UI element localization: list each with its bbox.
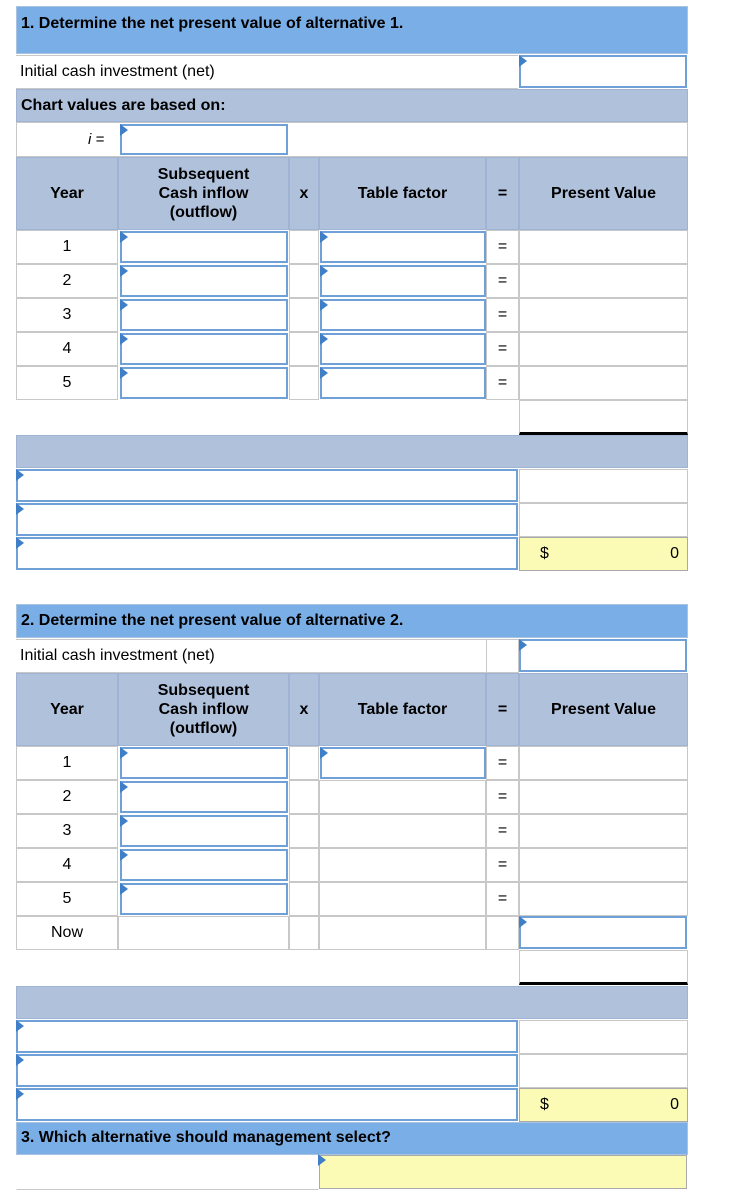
npv-label-input-2[interactable] bbox=[16, 1088, 518, 1121]
p1-row-x-cell bbox=[289, 332, 319, 366]
p1-row-x-cell bbox=[289, 298, 319, 332]
now-x-cell bbox=[289, 916, 319, 950]
p2-row-table-factor-input[interactable] bbox=[320, 747, 486, 779]
p1-row-table-factor-input[interactable] bbox=[320, 231, 486, 263]
summary-value-2a bbox=[519, 1020, 688, 1054]
cash-flow-header-2: Subsequent Cash inflow (outflow) bbox=[118, 673, 289, 746]
p2-row-equals-sign: = bbox=[486, 814, 519, 848]
now-cash-cell bbox=[118, 916, 289, 950]
part3-title: 3. Which alternative should management select? bbox=[16, 1122, 688, 1155]
initial-cash-label-2: Initial cash investment (net) bbox=[16, 639, 486, 673]
p2-row-table-factor-cell bbox=[319, 882, 486, 916]
p1-row-present-value-cell bbox=[519, 298, 688, 332]
present-value-header-2: Present Value bbox=[519, 673, 688, 746]
initial-cash-label: Initial cash investment (net) bbox=[16, 55, 518, 89]
initial-cash-input-2[interactable] bbox=[519, 639, 687, 672]
p2-row-cash-flow-input[interactable] bbox=[120, 747, 288, 779]
p2-row-year-label: 1 bbox=[16, 746, 118, 780]
p1-row-table-factor-input[interactable] bbox=[320, 265, 486, 297]
pv-subtotal-cell-2 bbox=[519, 950, 688, 985]
p2-row-year-label: 2 bbox=[16, 780, 118, 814]
p1-row-present-value-cell bbox=[519, 264, 688, 298]
year-header-2: Year bbox=[16, 673, 118, 746]
currency-symbol-2: $ bbox=[540, 1096, 549, 1113]
p2-row-present-value-cell bbox=[519, 814, 688, 848]
p1-row-year-label: 1 bbox=[16, 230, 118, 264]
p1-row-equals-sign: = bbox=[486, 230, 519, 264]
p1-row-year-label: 3 bbox=[16, 298, 118, 332]
p1-row-cash-flow-input[interactable] bbox=[120, 367, 288, 399]
p2-row-cash-flow-input[interactable] bbox=[120, 781, 288, 813]
multiply-header: x bbox=[289, 157, 319, 230]
i-row bbox=[16, 122, 688, 157]
p1-row-table-factor-input[interactable] bbox=[320, 367, 486, 399]
npv-total-1 bbox=[519, 537, 688, 571]
alternative-select[interactable] bbox=[319, 1155, 687, 1189]
blank-cell bbox=[486, 639, 519, 673]
now-label: Now bbox=[16, 916, 118, 950]
p2-row-cash-flow-input[interactable] bbox=[120, 883, 288, 915]
p1-row-equals-sign: = bbox=[486, 298, 519, 332]
p2-row-cash-flow-input[interactable] bbox=[120, 815, 288, 847]
p2-row-present-value-cell bbox=[519, 882, 688, 916]
p2-row-x-cell bbox=[289, 814, 319, 848]
blank-row bbox=[16, 400, 519, 434]
currency-symbol: $ bbox=[540, 545, 549, 562]
interest-rate-input[interactable] bbox=[120, 124, 288, 155]
present-value-header: Present Value bbox=[519, 157, 688, 230]
summary-bar-2 bbox=[16, 986, 688, 1019]
i-label: i = bbox=[88, 131, 105, 148]
p1-row-x-cell bbox=[289, 230, 319, 264]
initial-cash-input-1[interactable] bbox=[519, 55, 687, 88]
npv-label-input-1[interactable] bbox=[16, 537, 518, 570]
summary-value-1a bbox=[519, 469, 688, 503]
p1-row-present-value-cell bbox=[519, 230, 688, 264]
p1-row-year-label: 4 bbox=[16, 332, 118, 366]
equals-header: = bbox=[486, 157, 519, 230]
p2-row-table-factor-cell bbox=[319, 780, 486, 814]
p1-row-table-factor-input[interactable] bbox=[320, 333, 486, 365]
p1-row-equals-sign: = bbox=[486, 264, 519, 298]
p1-row-equals-sign: = bbox=[486, 332, 519, 366]
part2-title: 2. Determine the net present value of alternative 2. bbox=[16, 604, 688, 638]
chart-values-label: Chart values are based on: bbox=[16, 89, 688, 122]
cash-flow-header: Subsequent Cash inflow (outflow) bbox=[118, 157, 289, 230]
p1-row-table-factor-input[interactable] bbox=[320, 299, 486, 331]
year-header: Year bbox=[16, 157, 118, 230]
p2-row-present-value-cell bbox=[519, 746, 688, 780]
p1-row-year-label: 2 bbox=[16, 264, 118, 298]
npv-value-1: 0 bbox=[670, 545, 679, 562]
now-factor-cell bbox=[319, 916, 486, 950]
p1-row-present-value-cell bbox=[519, 366, 688, 400]
p1-row-cash-flow-input[interactable] bbox=[120, 265, 288, 297]
summary-label-input-1a[interactable] bbox=[16, 469, 518, 502]
p2-row-equals-sign: = bbox=[486, 780, 519, 814]
part1-title: 1. Determine the net present value of alternative 1. bbox=[16, 6, 688, 54]
summary-label-input-1b[interactable] bbox=[16, 503, 518, 536]
p2-row-year-label: 3 bbox=[16, 814, 118, 848]
p2-row-equals-sign: = bbox=[486, 882, 519, 916]
p2-row-x-cell bbox=[289, 780, 319, 814]
table-factor-header: Table factor bbox=[319, 157, 486, 230]
p2-row-cash-flow-input[interactable] bbox=[120, 849, 288, 881]
p2-row-present-value-cell bbox=[519, 848, 688, 882]
p2-row-table-factor-cell bbox=[319, 814, 486, 848]
p1-row-cash-flow-input[interactable] bbox=[120, 231, 288, 263]
p1-row-present-value-cell bbox=[519, 332, 688, 366]
p1-row-x-cell bbox=[289, 366, 319, 400]
p1-row-equals-sign: = bbox=[486, 366, 519, 400]
summary-value-1b bbox=[519, 503, 688, 537]
npv-total-2 bbox=[519, 1088, 688, 1122]
p1-row-cash-flow-input[interactable] bbox=[120, 299, 288, 331]
p2-row-x-cell bbox=[289, 746, 319, 780]
summary-value-2b bbox=[519, 1054, 688, 1088]
now-pv-input[interactable] bbox=[519, 916, 687, 949]
p1-row-cash-flow-input[interactable] bbox=[120, 333, 288, 365]
p2-row-table-factor-cell bbox=[319, 848, 486, 882]
p2-row-x-cell bbox=[289, 848, 319, 882]
summary-bar-1 bbox=[16, 435, 688, 468]
p2-row-present-value-cell bbox=[519, 780, 688, 814]
part3-blank bbox=[16, 1155, 319, 1190]
p2-row-x-cell bbox=[289, 882, 319, 916]
summary-label-input-2b[interactable] bbox=[16, 1054, 518, 1087]
p2-row-equals-sign: = bbox=[486, 746, 519, 780]
now-eq-cell bbox=[486, 916, 519, 950]
npv-value-2: 0 bbox=[670, 1096, 679, 1113]
equals-header-2: = bbox=[486, 673, 519, 746]
summary-label-input-2a[interactable] bbox=[16, 1020, 518, 1053]
p2-row-year-label: 4 bbox=[16, 848, 118, 882]
p2-row-year-label: 5 bbox=[16, 882, 118, 916]
table-factor-header-2: Table factor bbox=[319, 673, 486, 746]
p2-row-equals-sign: = bbox=[486, 848, 519, 882]
p1-row-x-cell bbox=[289, 264, 319, 298]
multiply-header-2: x bbox=[289, 673, 319, 746]
pv-subtotal-cell-1 bbox=[519, 400, 688, 435]
p1-row-year-label: 5 bbox=[16, 366, 118, 400]
